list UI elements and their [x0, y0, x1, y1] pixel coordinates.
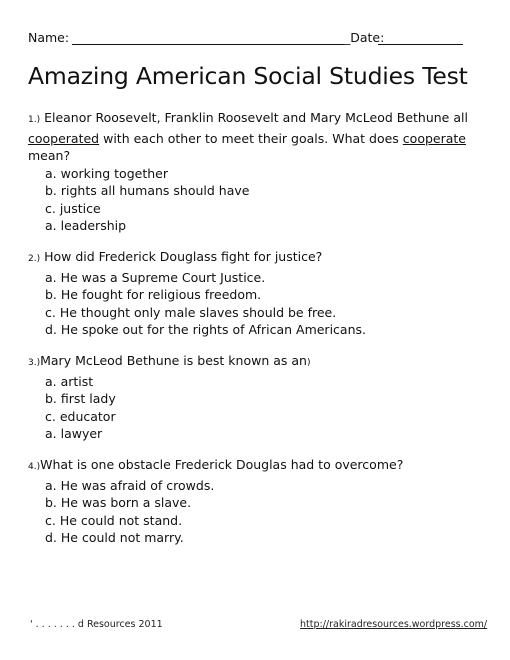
answer-option: b. rights all humans should have: [45, 183, 250, 198]
answer-option: b. first lady: [45, 391, 116, 406]
answer-options: [28, 165, 478, 235]
stem-text: mean?: [28, 148, 71, 163]
stem-text: Mary McLeod Bethune is best known as an: [40, 353, 307, 368]
answer-options: [28, 269, 478, 339]
date-line: [378, 44, 463, 45]
answer-option: d. He spoke out for the rights of African Americans.: [45, 322, 366, 337]
answer-option: a. He was afraid of crowds.: [45, 477, 215, 493]
name-line: [72, 44, 344, 45]
answer-option: b. He fought for religious freedom.: [45, 287, 262, 302]
page-title: Amazing American Social Studies Test: [28, 62, 468, 90]
name-label: Name:: [28, 30, 70, 45]
answer-option: c. He could not stand.: [45, 512, 183, 528]
footer-link[interactable]: http://rakiradresources.wordpress.com/: [300, 619, 488, 630]
question-number: 4.): [28, 462, 41, 472]
stem-text: ): [306, 358, 311, 368]
question-number: 3.): [28, 358, 41, 368]
question-1: [28, 109, 478, 235]
answer-option: c. justice: [45, 200, 101, 216]
answer-option: c. educator: [45, 408, 116, 424]
answer-option: a. working together: [45, 165, 168, 181]
stem-text: What is one obstacle Frederick Douglas had to overcome?: [40, 457, 404, 472]
answer-options: [28, 477, 478, 547]
answer-option: a. He was a Supreme Court Justice.: [45, 269, 266, 285]
question-stem: [28, 456, 478, 477]
answer-option: a. artist: [45, 373, 94, 389]
stem-text: with each other to meet their goals. What does: [99, 130, 403, 146]
question-3: [28, 352, 478, 443]
stem-text: How did Frederick Douglass fight for justice?: [40, 249, 323, 264]
answer-options: [28, 373, 478, 443]
underlined-word: cooperated: [28, 130, 100, 146]
question-stem: [28, 109, 478, 165]
question-2: [28, 248, 478, 339]
answer-option: c. He thought only male slaves should be free.: [45, 304, 337, 320]
answer-option: a. lawyer: [45, 426, 103, 441]
answer-option: b. He was born a slave.: [45, 495, 192, 510]
underlined-word: cooperate: [402, 130, 466, 146]
question-stem: [28, 248, 478, 269]
footer-copyright: ' . . . . . . . d Resources 2011: [30, 619, 163, 630]
answer-option: a. leadership: [45, 218, 127, 233]
question-4: [28, 456, 478, 547]
date-label: _Date: _: [344, 30, 395, 45]
question-number: 1.): [28, 115, 41, 125]
answer-option: d. He could not marry.: [45, 530, 184, 545]
question-stem: [28, 352, 478, 373]
question-number: 2.): [28, 254, 41, 264]
stem-text: Eleanor Roosevelt, Franklin Roosevelt and Mary McLeod Bethune all: [40, 110, 468, 125]
